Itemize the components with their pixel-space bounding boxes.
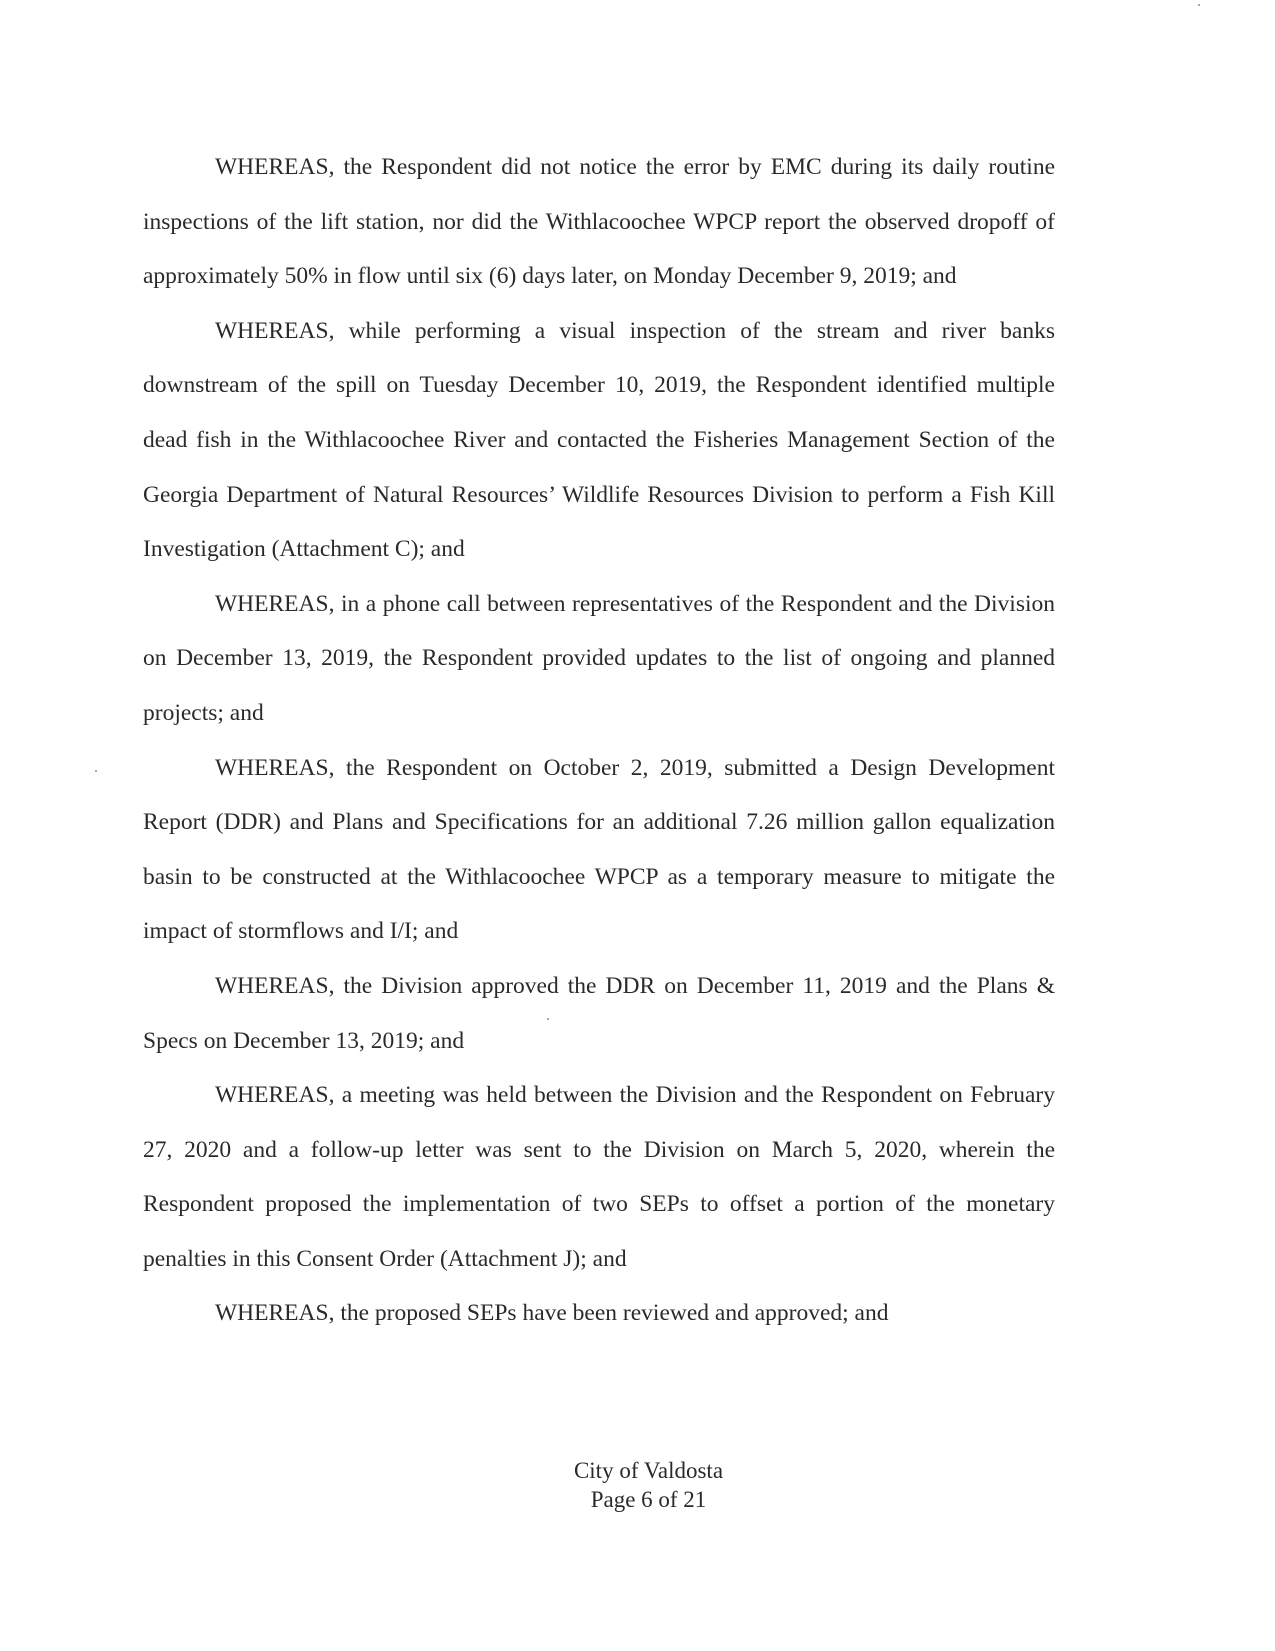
document-body: [143, 140, 1055, 1341]
paragraph-whereas-dead-fish: WHEREAS, while performing a visual inspection of the stream and river banks downstream of the spill on Tuesday December 10, 2019, the Respondent identified multiple dead fish in the Withlacoochee River and contacted the Fisheries Management Section of the Georgia Department of Natural Resources’ Wildlife Resources Division to perform a Fish Kill Investigation (Attachment C); and: [143, 317, 1055, 563]
paragraph-whereas-ddr-approved: WHEREAS, the Division approved the DDR on December 11, 2019 and the Plans & Specs on December 13, 2019; and: [143, 972, 1055, 1054]
paragraph-whereas-ddr-submitted: WHEREAS, the Respondent on October 2, 2019, submitted a Design Development Report (DDR) and Plans and Specifications for an additional 7.26 million gallon equalization basin to be constructed at the Withlacoochee WPCP as a temporary measure to mitigate the impact of stormflows and I/I; and: [143, 754, 1055, 945]
page-footer: [0, 1456, 1275, 1514]
paragraph-whereas-meeting: WHEREAS, a meeting was held between the Division and the Respondent on February 27, 2020 and a follow-up letter was sent to the Division on March 5, 2020, wherein the Respondent proposed the implementation of two SEPs to offset a portion of the monetary penalties in this Consent Order (Attachment J); and: [143, 1082, 1055, 1272]
paragraph-whereas-phone-call: WHEREAS, in a phone call between representatives of the Respondent and the Division on December 13, 2019, the Respondent provided updates to the list of ongoing and planned projects; and: [143, 590, 1055, 726]
paragraph-whereas-emc-error: WHEREAS, the Respondent did not notice the error by EMC during its daily routine inspections of the lift station, nor did the Withlacoochee WPCP report the observed dropoff of approximately 50% in flow until six (6) days later, on Monday December 9, 2019; and: [143, 154, 1055, 290]
footer-page-number: Page 6 of 21: [590, 1487, 707, 1512]
scan-speck: [1198, 4, 1200, 6]
paragraph-whereas-seps-approved: WHEREAS, the proposed SEPs have been reviewed and approved; and: [215, 1300, 889, 1327]
scan-speck: [95, 770, 97, 772]
footer-entity-name: City of Valdosta: [573, 1458, 724, 1483]
scan-speck: [547, 1018, 549, 1020]
